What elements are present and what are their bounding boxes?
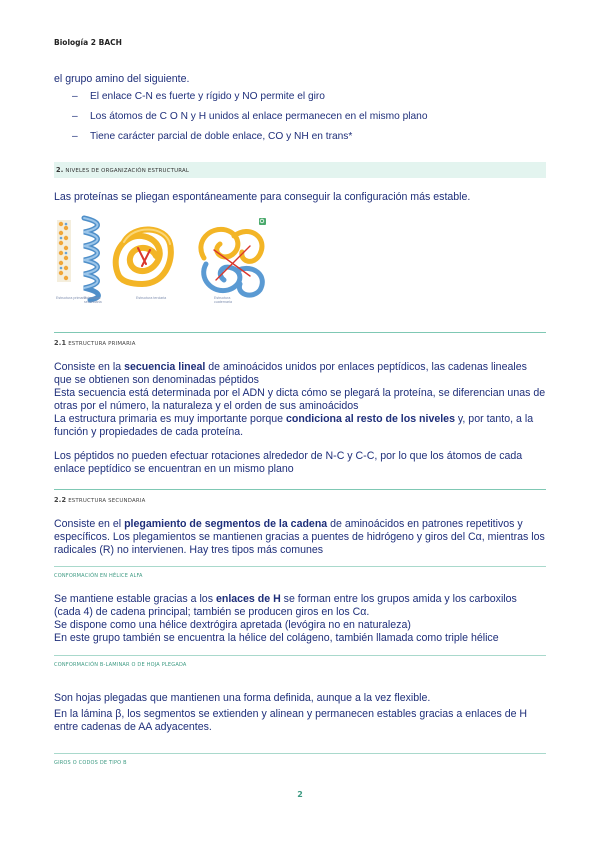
s21-paragraph-4: Los péptidos no pueden efectuar rotaciones alrededor de N-C y C-C, por lo que los átomos de cada enlace peptídico se encuentran en un mismo plano <box>54 450 523 475</box>
protein-structures-illustration <box>54 214 268 306</box>
beta-paragraph-2: En la lámina β, los segmentos se extienden y alinean y permanecen estables gracias a enlaces de H entre cadenas de AA adyacentes. <box>54 708 528 733</box>
divider <box>54 655 546 656</box>
tertiary-structure-fold <box>116 229 171 284</box>
secondary-structure-helix <box>84 218 98 300</box>
divider <box>54 753 546 754</box>
caption-tertiary: Estructura terciaria <box>136 296 167 300</box>
divider <box>54 566 546 567</box>
bullet-1: – El enlace C-N es fuerte y rígido y NO permite el giro <box>72 91 325 102</box>
primary-structure-chain <box>57 220 71 282</box>
section-2-2-heading: 2.2 ESTRUCTURA SECUNDARIA <box>54 496 146 504</box>
s21-paragraph-1: Consiste en la secuencia lineal de aminoácidos unidos por enlaces peptídicos, las cadenas lineales que se obtienen son denominadas péptidos <box>54 361 527 386</box>
s22-paragraph-1: Consiste en el plegamiento de segmentos de la cadena de aminoácidos en patrones repetitivos y específicos. Los plegamientos se mantienen gracias a puentes de hidrógeno y giros del Cα, mientras los radicales (R) no intervienen. Hay tres tipos más comunes <box>54 518 545 556</box>
s21-paragraph-2: Esta secuencia está determinada por el ADN y dicta cómo se plegará la proteína, se diferencian unas de otras por el número, la naturaleza y el orden de sus aminoácidos <box>54 387 546 412</box>
giros-heading: GIROS O CODOS DE TIPO Β <box>54 760 127 766</box>
section-2-1-heading: 2.1 ESTRUCTURA PRIMARIA <box>54 339 136 347</box>
divider <box>54 332 546 333</box>
divider <box>54 489 546 490</box>
caption-quaternary: Estructura cuaternaria <box>214 296 232 304</box>
alfa-paragraph-2: Se dispone como una hélice dextrógira apretada (levógira no en naturaleza) <box>54 619 411 631</box>
section-2-text: Las proteínas se pliegan espontáneamente para conseguir la configuración más estable. <box>54 191 471 203</box>
bullet-3: – Tiene carácter parcial de doble enlace, CO y NH en trans* <box>72 131 353 142</box>
s21-paragraph-3: La estructura primaria es muy importante porque condiciona al resto de los niveles y, por tanto, a la función y propiedades de cada proteína. <box>54 413 534 438</box>
beta-paragraph-1: Son hojas plegadas que mantienen una forma definida, aunque a la vez flexible. <box>54 692 431 704</box>
protein-structure-figure <box>54 214 268 306</box>
alfa-heading: CONFORMACIÓN EN HÉLICE ALFA <box>54 573 143 579</box>
beta-heading: CONFORMACIÓN Β-LAMINAR O DE HOJA PLEGADA <box>54 662 187 668</box>
caption-primary: Estructura primaria <box>56 296 87 300</box>
caption-secondary: Estructura secundaria <box>84 296 102 304</box>
page-number: 2 <box>297 790 303 799</box>
section-2-heading: 2. NIVELES DE ORGANIZACIÓN ESTRUCTURAL <box>54 162 546 178</box>
alfa-paragraph-3: En este grupo también se encuentra la hélice del colágeno, también llamada como triple hélice <box>54 632 499 644</box>
alfa-paragraph-1: Se mantiene estable gracias a los enlaces de H se forman entre los grupos amida y los carboxilos (cada 4) de cadena principal; también se producen giros en los Cα. <box>54 593 517 618</box>
intro-lead: el grupo amino del siguiente. <box>54 73 190 85</box>
bullet-2: – Los átomos de C O N y H unidos al enlace permanecen en el mismo plano <box>72 111 428 122</box>
quaternary-structure-complex <box>201 229 262 295</box>
page-header: Biología 2 BACH <box>54 38 122 47</box>
